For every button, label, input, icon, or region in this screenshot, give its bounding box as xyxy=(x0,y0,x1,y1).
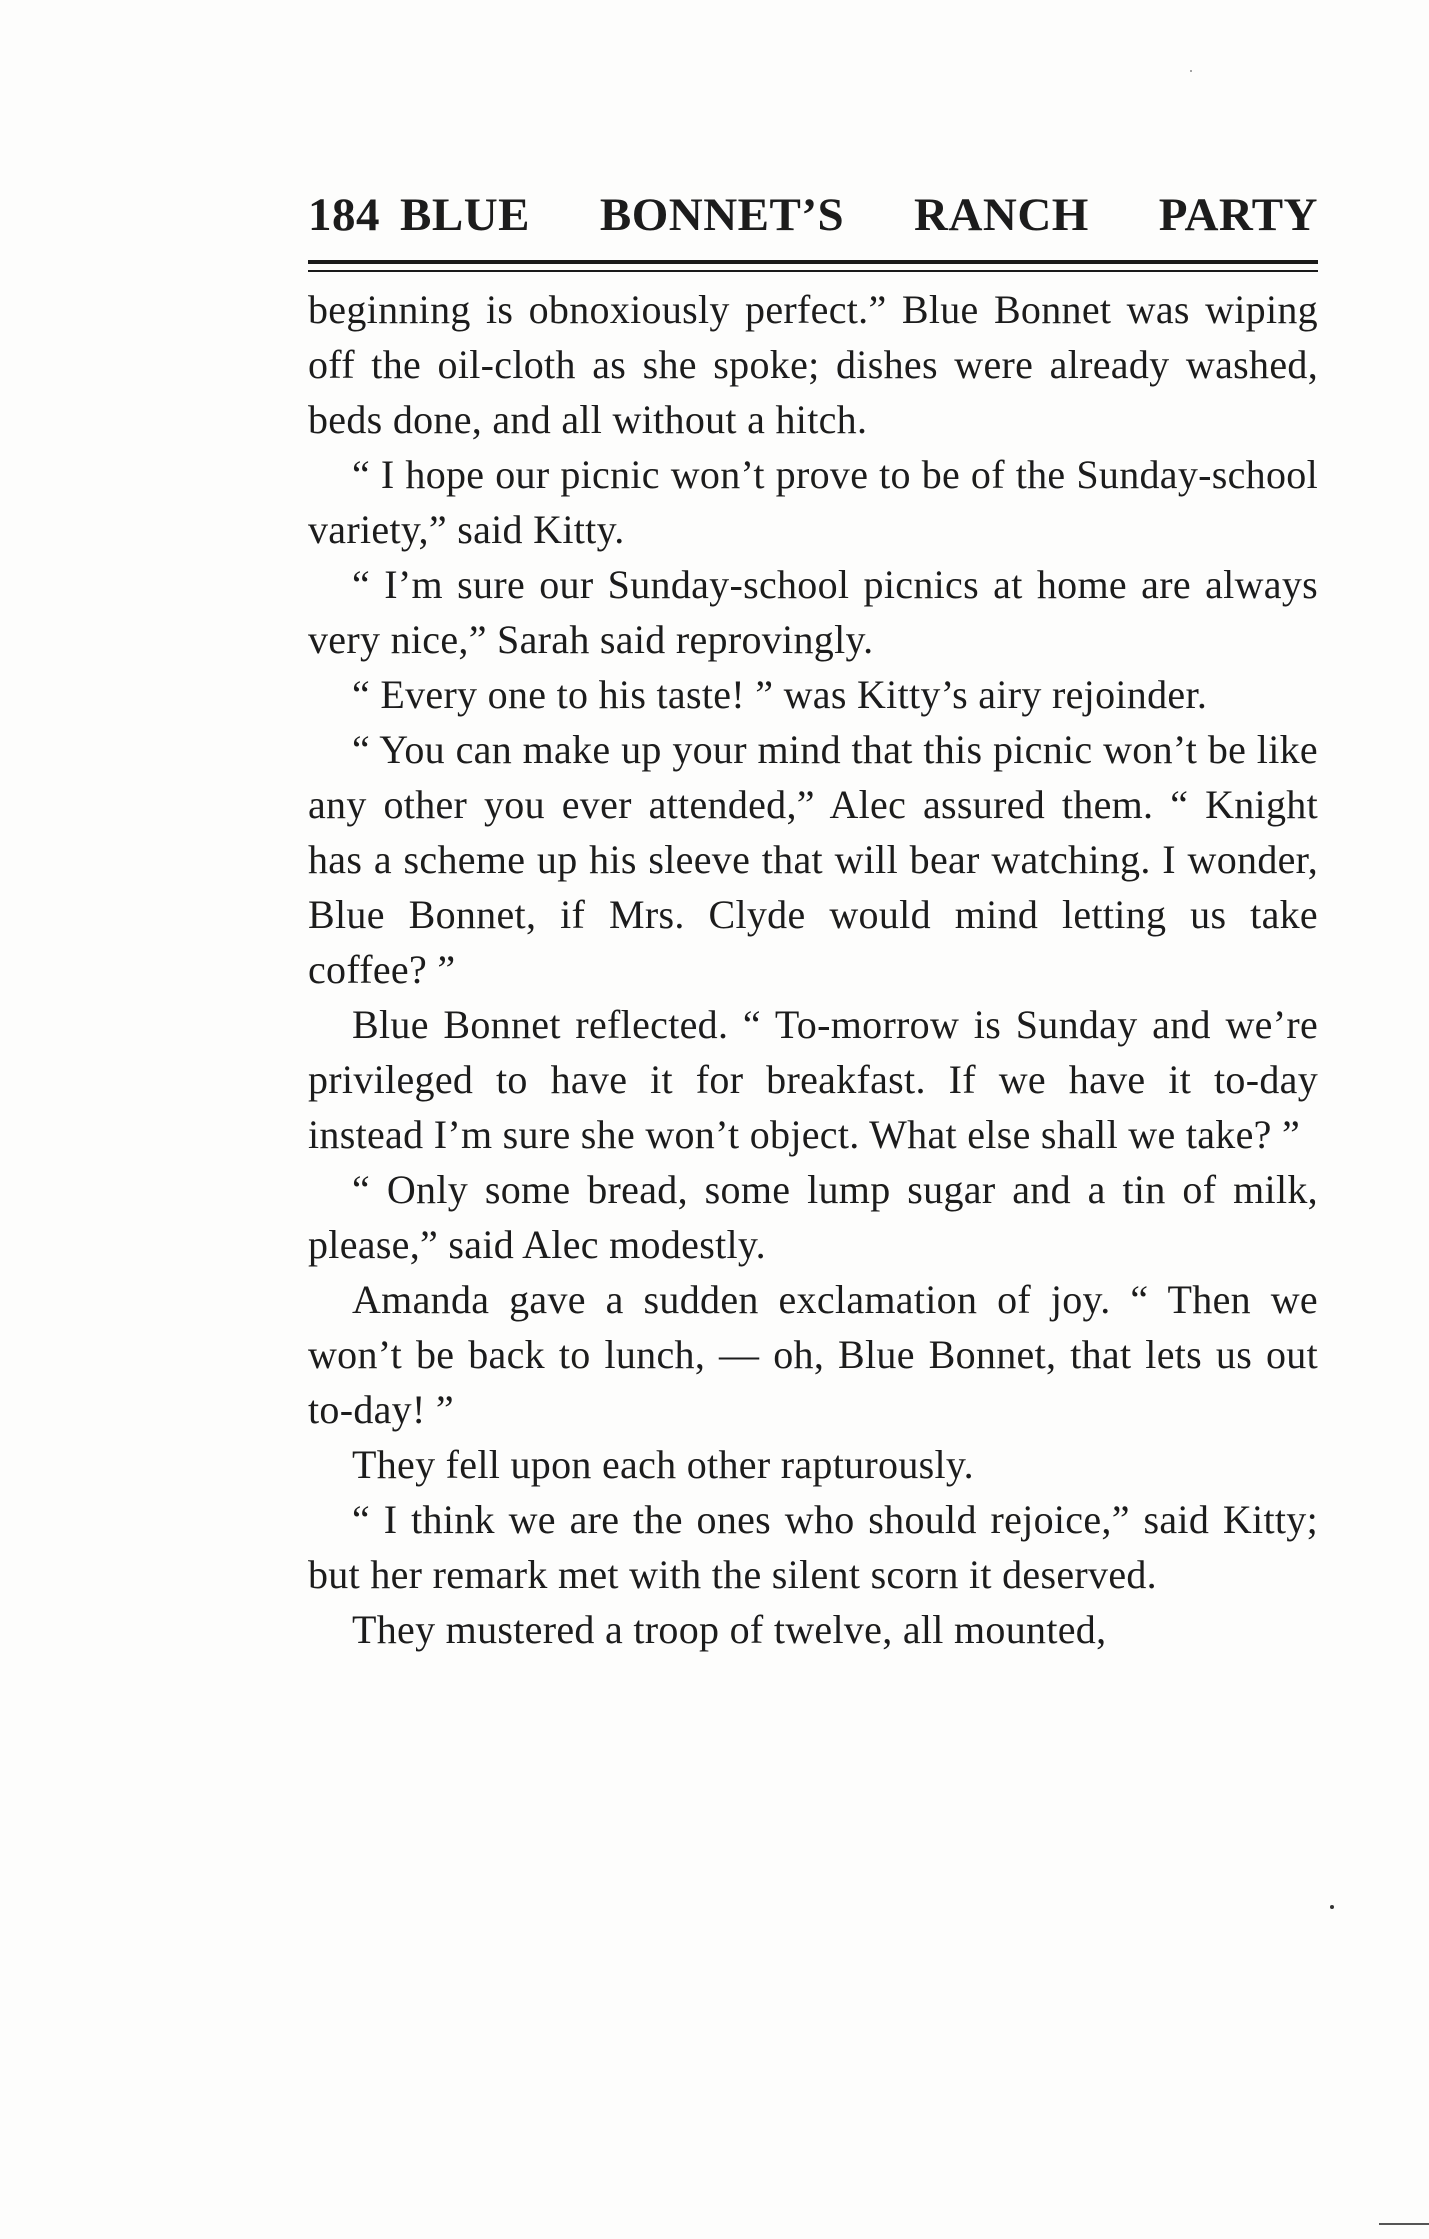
paragraph: Amanda gave a sudden exclamation of joy. “ Then we won’t be back to lunch, — oh, Blue Bonnet, that lets us out to-day! ” xyxy=(308,1277,1318,1432)
paragraph: “ I hope our picnic won’t prove to be of the Sunday-school variety,” said Kitty. xyxy=(308,452,1318,552)
paragraph: “ I think we are the ones who should rejoice,” said Kitty; but her remark met with the silent scorn it deserved. xyxy=(308,1497,1318,1597)
body-text xyxy=(308,282,1318,1657)
page-number: 184 xyxy=(308,189,380,241)
paragraph: “ Only some bread, some lump sugar and a tin of milk, please,” said Alec modestly. xyxy=(308,1167,1318,1267)
paragraph: “ Every one to his taste! ” was Kitty’s airy rejoinder. xyxy=(352,672,1208,717)
paragraph: Blue Bonnet reflected. “ To-morrow is Sunday and we’re privileged to have it for breakfast. If we have it to-day instead I’m sure she won’t object. What else shall we take? ” xyxy=(308,1002,1318,1157)
book-page xyxy=(308,180,1318,1657)
paragraph: They fell upon each other rapturously. xyxy=(352,1442,974,1487)
page-header xyxy=(308,180,1318,250)
running-title: BLUE BONNET’S RANCH PARTY xyxy=(400,189,1318,241)
paragraph: “ I’m sure our Sunday-school picnics at home are always very nice,” Sarah said reprovingly. xyxy=(308,562,1318,662)
paragraph: They mustered a troop of twelve, all mounted, xyxy=(352,1607,1107,1652)
header-rule xyxy=(308,260,1318,272)
print-speck xyxy=(1190,70,1192,72)
paragraph: “ You can make up your mind that this picnic won’t be like any other you ever attended,” Alec assured them. “ Knight has a scheme up his sleeve that will bear watching. I wonder, Blue Bonnet, if Mrs. Clyde would mind letting us take coffee? ” xyxy=(308,727,1318,992)
print-speck xyxy=(1330,1905,1334,1909)
paragraph: beginning is obnoxiously perfect.” Blue Bonnet was wiping off the oil-cloth as she spoke; dishes were already washed, beds done, and all without a hitch. xyxy=(308,287,1318,442)
page-edge-mark xyxy=(1379,2223,1429,2225)
